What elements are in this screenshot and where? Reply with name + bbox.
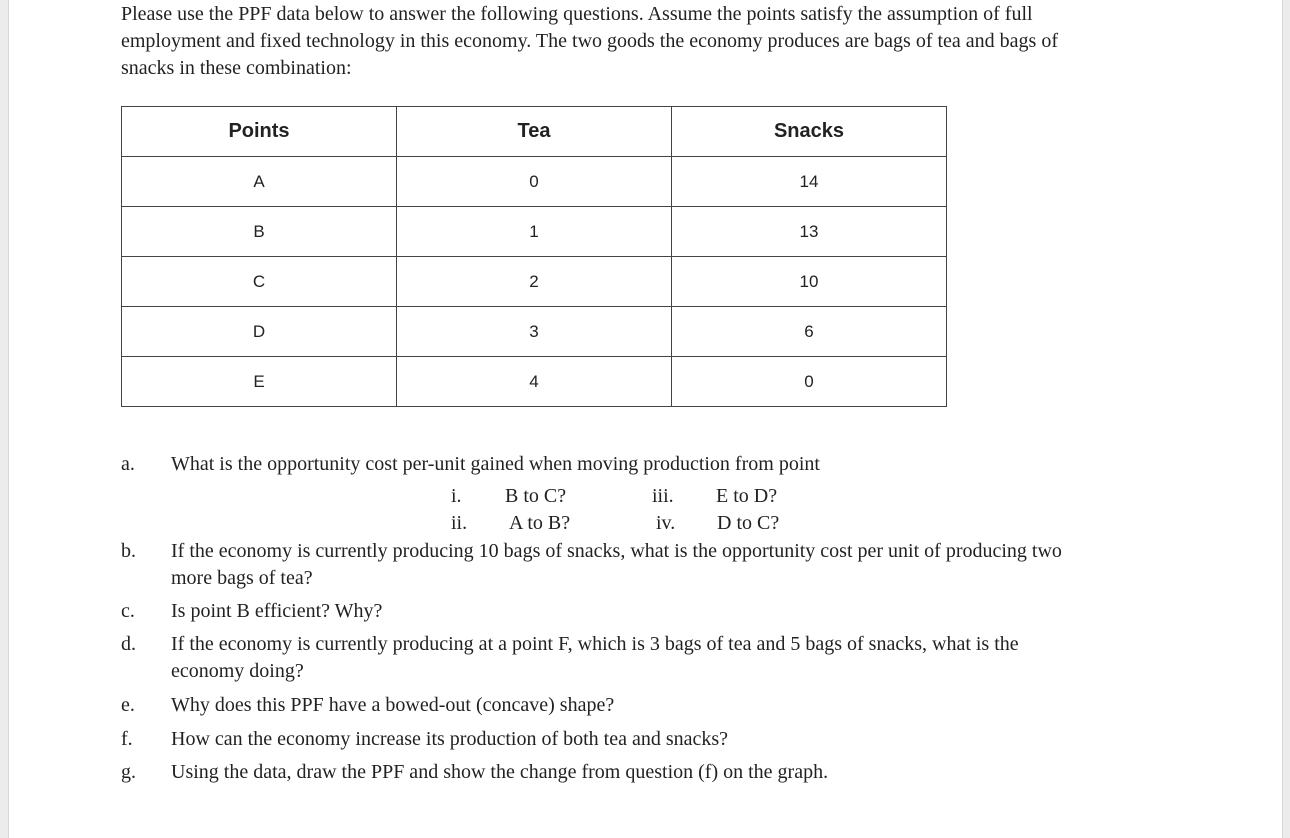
cell-snacks: 0 — [672, 357, 947, 407]
subquestion-iv-text: D to C? — [717, 512, 780, 534]
cell-tea: 1 — [397, 207, 672, 257]
question-a-label: a. — [121, 453, 135, 475]
header-points: Points — [122, 107, 397, 157]
cell-snacks: 13 — [672, 207, 947, 257]
table-row — [122, 307, 947, 357]
question-e-label: e. — [121, 694, 135, 716]
table-row — [122, 207, 947, 257]
question-b-text: If the economy is currently producing 10 bags of snacks, what is the opportunity cost per unit of producing two more bags of tea? — [171, 540, 1062, 589]
question-c-text: Is point B efficient? Why? — [171, 600, 383, 622]
cell-tea: 2 — [397, 257, 672, 307]
cell-point: E — [122, 357, 397, 407]
cell-point: B — [122, 207, 397, 257]
cell-point: A — [122, 157, 397, 207]
subquestion-i-text: B to C? — [505, 485, 567, 507]
question-a-text: What is the opportunity cost per-unit gained when moving production from point — [171, 453, 820, 475]
cell-tea: 4 — [397, 357, 672, 407]
question-b-label: b. — [121, 540, 136, 562]
cell-tea: 3 — [397, 307, 672, 357]
cell-snacks: 10 — [672, 257, 947, 307]
table-row — [122, 157, 947, 207]
table-row — [122, 257, 947, 307]
subquestion-iii-text: E to D? — [716, 485, 778, 507]
question-g-text: Using the data, draw the PPF and show the change from question (f) on the graph. — [171, 761, 829, 783]
question-f-text: How can the economy increase its production of both tea and snacks? — [171, 728, 729, 750]
intro-paragraph: Please use the PPF data below to answer the following questions. Assume the points satisfy the assumption of full employment and fixed technology in this economy. The two goods the economy produces are bags of tea and bags of snacks in these combination: — [121, 3, 1058, 79]
subquestion-iv-label: iv. — [656, 512, 676, 534]
question-f-label: f. — [121, 728, 133, 750]
table-header-row — [122, 107, 947, 157]
cell-snacks: 14 — [672, 157, 947, 207]
subquestion-i-label: i. — [451, 485, 462, 507]
question-g-label: g. — [121, 761, 136, 783]
cell-tea: 0 — [397, 157, 672, 207]
table-row — [122, 357, 947, 407]
subquestion-iii-label: iii. — [652, 485, 674, 507]
cell-snacks: 6 — [672, 307, 947, 357]
question-d-text: If the economy is currently producing at a point F, which is 3 bags of tea and 5 bags of snacks, what is the economy doing? — [171, 633, 1019, 682]
subquestion-ii-text: A to B? — [509, 512, 571, 534]
cell-point: D — [122, 307, 397, 357]
header-snacks: Snacks — [672, 107, 947, 157]
document-page — [8, 0, 1283, 838]
question-d-label: d. — [121, 633, 136, 655]
header-tea: Tea — [397, 107, 672, 157]
question-e-text: Why does this PPF have a bowed-out (concave) shape? — [171, 694, 615, 716]
subquestion-ii-label: ii. — [451, 512, 468, 534]
ppf-table — [121, 106, 947, 407]
cell-point: C — [122, 257, 397, 307]
question-c-label: c. — [121, 600, 135, 622]
